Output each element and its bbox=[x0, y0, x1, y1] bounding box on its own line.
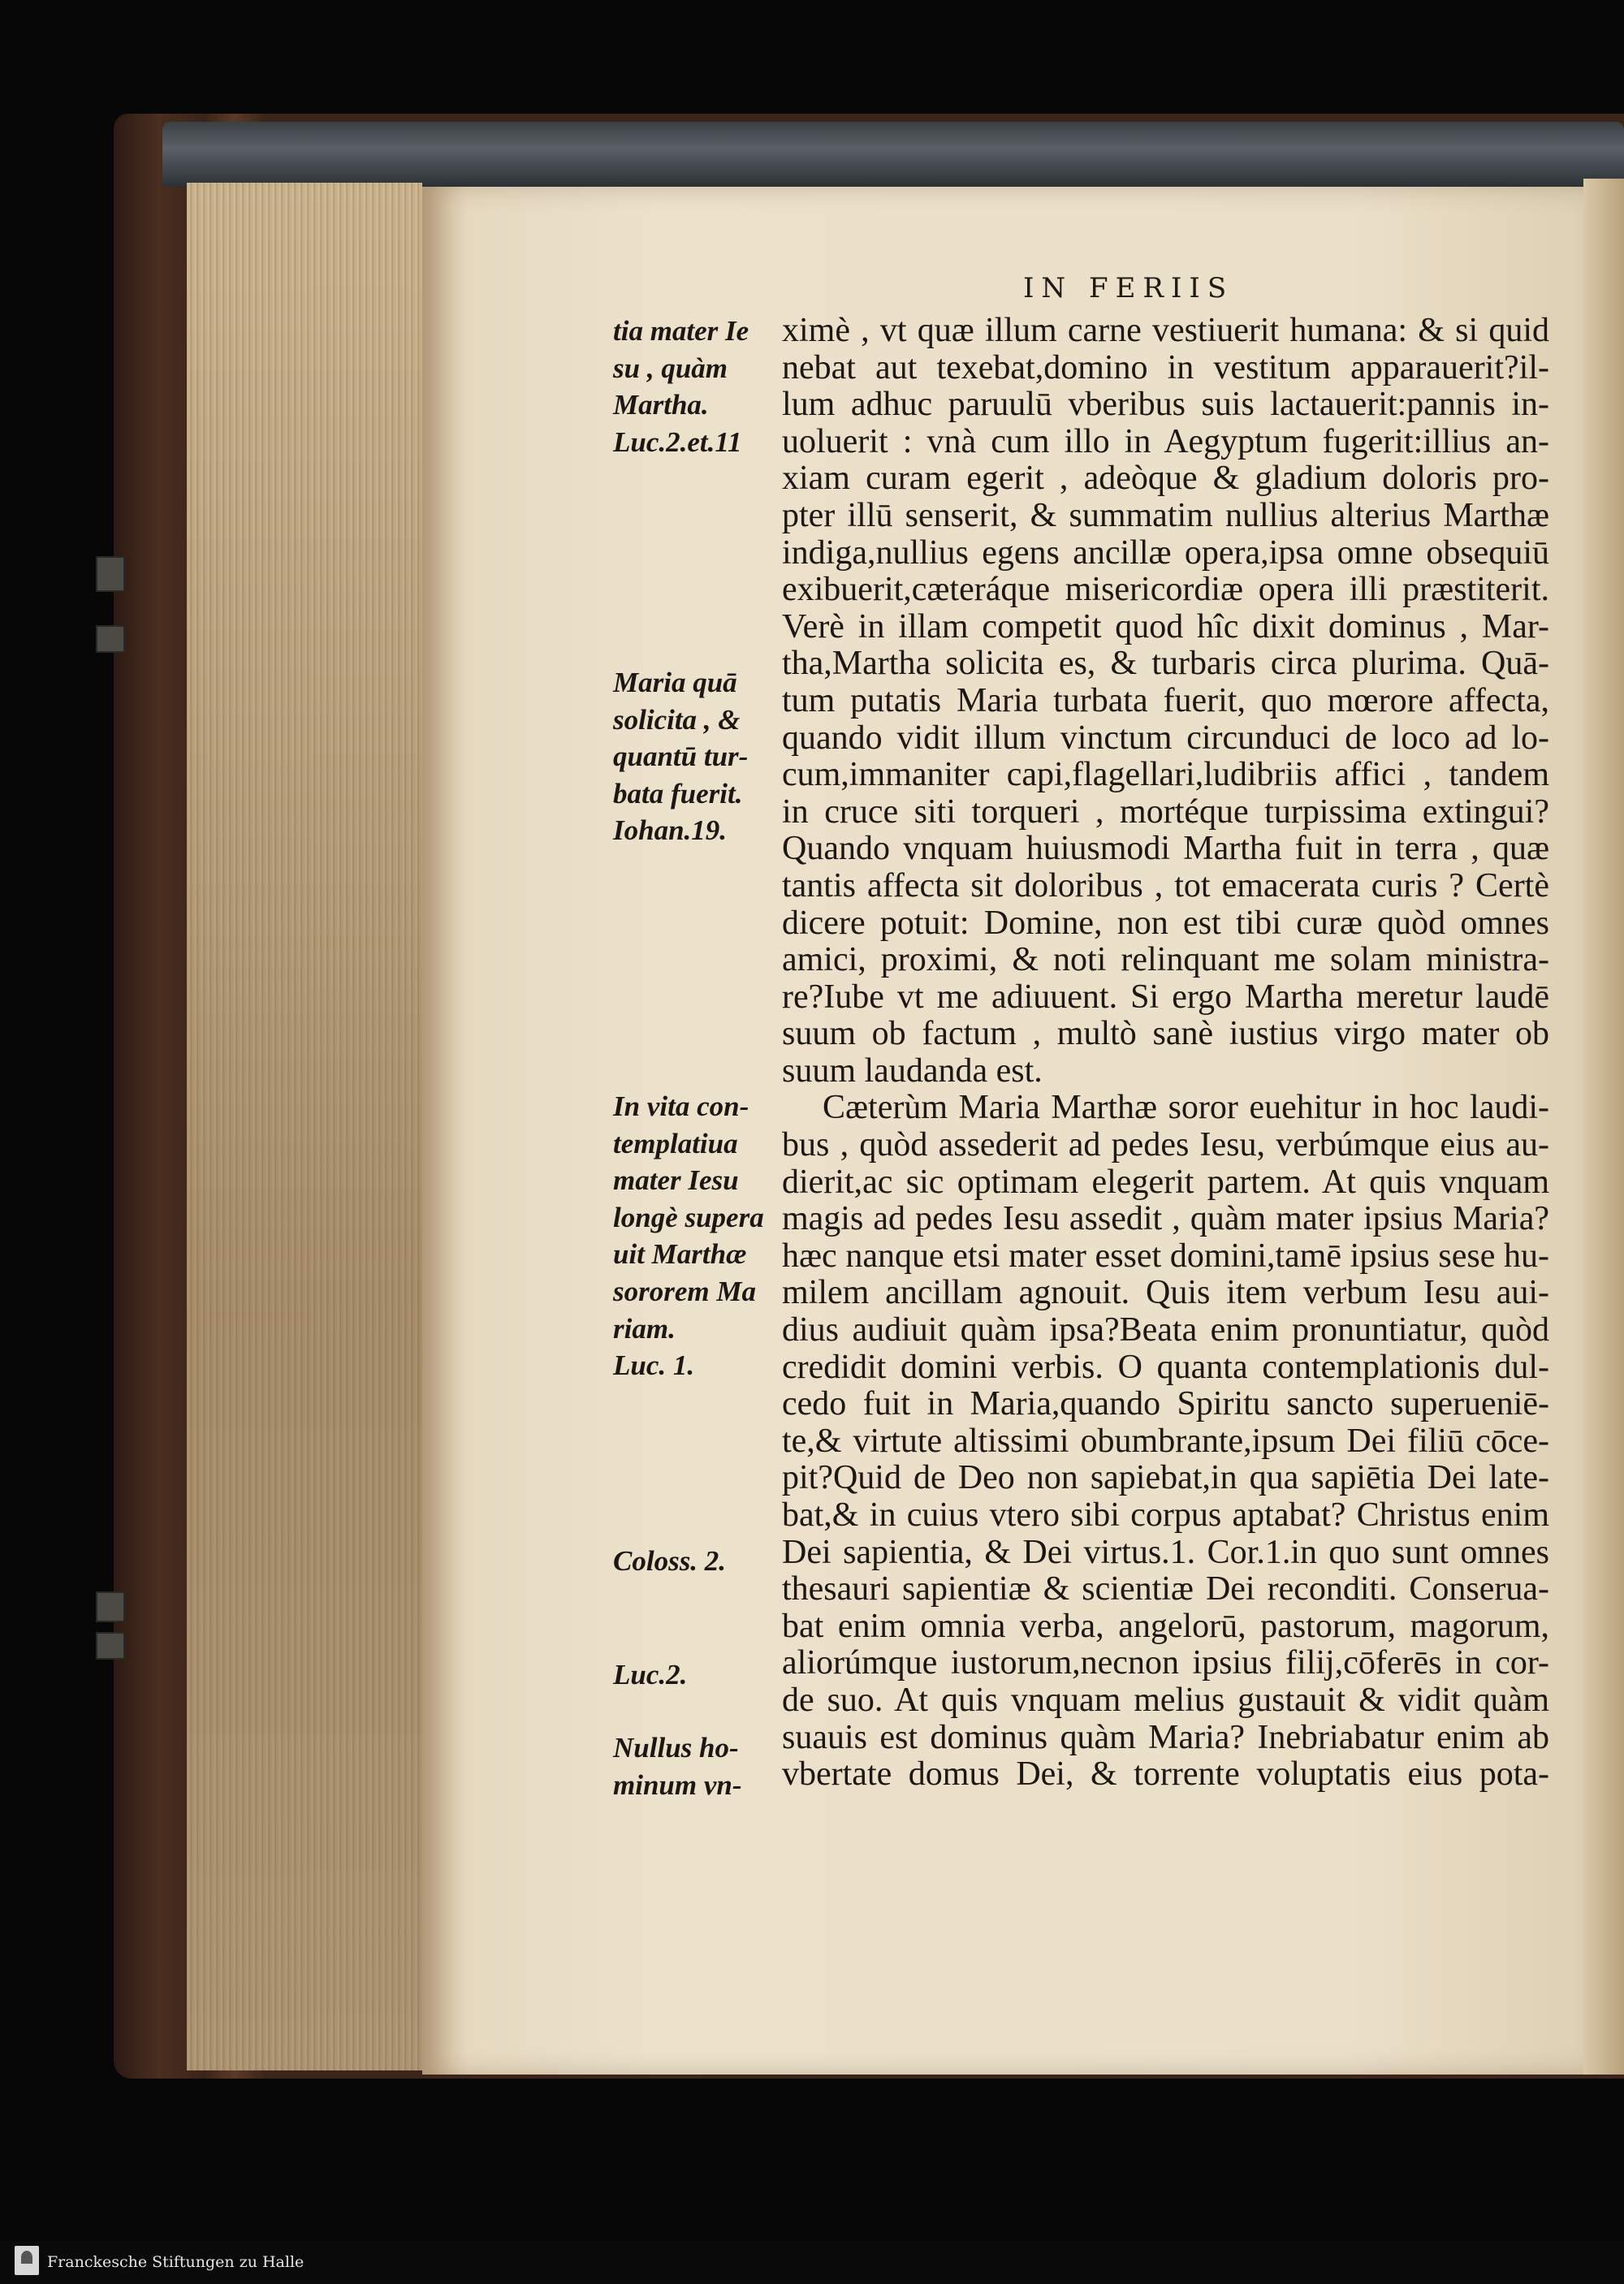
text-line: dierit,ac sic optimam elegerit partem. At quis vnquam bbox=[782, 1164, 1549, 1201]
clasp-upper bbox=[96, 556, 125, 592]
text-line: de suo. At quis vnquam melius gustauit & vidit quàm bbox=[782, 1682, 1549, 1719]
margin-note-line: Luc.2.et.11 bbox=[613, 425, 742, 458]
text-line: bat enim omnia verba, angelorū, pastorum, magorum, bbox=[782, 1608, 1549, 1645]
text-line: lum adhuc paruulū vberibus suis lactauerit:pannis in- bbox=[782, 386, 1549, 424]
text-line: cedo fuit in Maria,quando Spiritu sancto superueniē- bbox=[782, 1386, 1549, 1423]
text-line: tum putatis Maria turbata fuerit, quo mœrore affecta, bbox=[782, 682, 1549, 719]
text-line: dius audiuit quàm ipsa?Beata enim pronuntiatur, quòd bbox=[782, 1312, 1549, 1349]
text-line: bus , quòd assederit ad pedes Iesu, verbúmque eius au- bbox=[782, 1127, 1549, 1164]
text-line: amici, proximi, & noti relinquant me solam ministra- bbox=[782, 942, 1549, 979]
text-line: re?Iube vt me adiuuent. Si ergo Martha meretur laudē bbox=[782, 978, 1549, 1016]
margin-note-5 bbox=[613, 1656, 775, 1694]
margin-note-line: quantū tur- bbox=[613, 740, 749, 773]
text-line: milem ancillam agnouit. Quis item verbum Iesu aui- bbox=[782, 1275, 1549, 1312]
text-line: indiga,nullius egens ancillæ opera,ipsa omne obsequiū bbox=[782, 534, 1549, 572]
text-line: Dei sapientia, & Dei virtus.1. Cor.1.in quo sunt omnes bbox=[782, 1534, 1549, 1571]
margin-note-line: mater Iesu bbox=[613, 1164, 739, 1197]
margin-note-line: riam. bbox=[613, 1312, 676, 1345]
text-line: uoluerit : vnà cum illo in Aegyptum fugerit:illius an- bbox=[782, 423, 1549, 460]
margin-note-line: Luc.2. bbox=[613, 1659, 688, 1690]
text-line: aliorúmque iustorum,necnon ipsius filij,cōferēs in cor- bbox=[782, 1645, 1549, 1682]
text-line: Verè in illam competit quod hîc dixit dominus , Mar- bbox=[782, 608, 1549, 645]
margin-note-line: Luc. 1. bbox=[613, 1349, 695, 1382]
margin-note-line: tia mater Ie bbox=[613, 315, 749, 347]
text-line: quando vidit illum vinctum circunduci de loco ad lo- bbox=[782, 719, 1549, 757]
margin-note-3 bbox=[613, 1088, 775, 1384]
text-line: ximè , vt quæ illum carne vestiuerit humana: & si quid bbox=[782, 313, 1549, 349]
margin-note-line: In vita con- bbox=[613, 1090, 749, 1122]
text-line: cum,immaniter capi,flagellari,ludibriis affici , tandem bbox=[782, 757, 1549, 794]
margin-note-line: bata fuerit. bbox=[613, 777, 743, 810]
margin-note-line: minum vn- bbox=[613, 1768, 742, 1801]
margin-note-line: templatiua bbox=[613, 1127, 738, 1159]
text-line: thesauri sapientiæ & scientiæ Dei reconditi. Conserua- bbox=[782, 1571, 1549, 1608]
text-line: vbertate domus Dei, & torrente voluptatis eius pota- bbox=[782, 1756, 1549, 1794]
text-line: in cruce siti torqueri , mortéque turpissima extingui? bbox=[782, 793, 1549, 831]
right-leaf-edge bbox=[1583, 179, 1624, 2075]
margin-note-line: Maria quā bbox=[613, 667, 737, 698]
text-line: tha,Martha solicita es, & turbaris circa plurima. Quā- bbox=[782, 645, 1549, 683]
text-line: pit?Quid de Deo non sapiebat,in qua sapiētia Dei late- bbox=[782, 1460, 1549, 1497]
text-line: te,& virtute altissimi obumbrante,ipsum Dei filiū cōce- bbox=[782, 1423, 1549, 1460]
book-headband bbox=[162, 122, 1624, 187]
text-line: Cæterùm Maria Marthæ soror euehitur in hoc laudi- bbox=[823, 1090, 1549, 1127]
margin-note-6 bbox=[613, 1729, 775, 1803]
text-line: pter illū senserit, & summatim nullius alterius Marthæ bbox=[782, 497, 1549, 534]
text-line: bat,& in cuius vtero sibi corpus aptabat? Christus enim bbox=[782, 1497, 1549, 1534]
text-line: magis ad pedes Iesu assedit , quàm mater ipsius Maria? bbox=[782, 1201, 1549, 1238]
margin-note-line: su , quàm bbox=[613, 352, 728, 384]
text-line: hæc nanque etsi mater esset domini,tamē ipsius sese hu- bbox=[782, 1237, 1549, 1275]
text-line: nebat aut texebat,domino in vestitum apparauerit?il- bbox=[782, 349, 1549, 386]
margin-note-4 bbox=[613, 1543, 775, 1580]
margin-note-line: longè supera bbox=[613, 1201, 764, 1233]
margin-note-line: Iohan.19. bbox=[613, 814, 728, 847]
text-line: credidit domini verbis. O quanta contemplationis dul- bbox=[782, 1349, 1549, 1386]
margin-note-2 bbox=[613, 664, 775, 849]
page-stack-edge bbox=[187, 183, 422, 2070]
text-line: suum ob factum , multò sanè iustius virgo mater ob bbox=[782, 1016, 1549, 1053]
clasp-lower-2 bbox=[96, 1632, 125, 1660]
margin-note-line: Coloss. 2. bbox=[613, 1545, 727, 1577]
clasp-upper-2 bbox=[96, 625, 125, 653]
text-line: exibuerit,cæteráque misericordiæ opera illi præstiterit. bbox=[782, 572, 1549, 609]
margin-note-line: Martha. bbox=[613, 389, 709, 421]
body-text bbox=[782, 313, 1549, 1794]
running-head: IN FERIIS bbox=[1023, 272, 1234, 304]
footer-credit: Franckesche Stiftungen zu Halle bbox=[47, 2253, 304, 2271]
text-line: tantis affecta sit doloribus , tot emacerata curis ? Certè bbox=[782, 867, 1549, 905]
margin-note-line: solicita , & bbox=[613, 703, 741, 736]
text-line: xiam curam egerit , adeòque & gladium doloris pro- bbox=[782, 460, 1549, 498]
text-line: Quando vnquam huiusmodi Martha fuit in terra , quæ bbox=[782, 831, 1549, 868]
margin-note-line: sororem Ma bbox=[613, 1275, 756, 1307]
clasp-lower bbox=[96, 1591, 125, 1622]
text-line: dicere potuit: Domine, non est tibi curæ quòd omnes bbox=[782, 905, 1549, 942]
viewer-footer bbox=[0, 2241, 1624, 2284]
text-line: suum laudanda est. bbox=[782, 1052, 1043, 1090]
margin-note-line: uit Marthæ bbox=[613, 1238, 747, 1271]
margin-note-line: Nullus ho- bbox=[613, 1732, 739, 1764]
text-line: suauis est dominus quàm Maria? Inebriabatur enim ab bbox=[782, 1719, 1549, 1756]
institution-logo-icon bbox=[15, 2246, 39, 2275]
margin-note-1 bbox=[613, 313, 775, 460]
